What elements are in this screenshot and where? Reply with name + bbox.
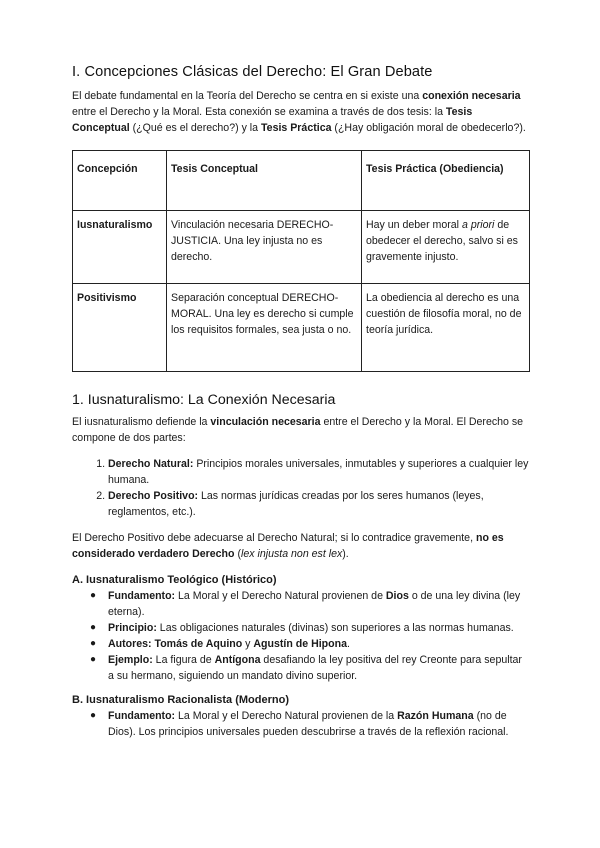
intro-text: (¿Qué es el derecho?) y la [129, 122, 261, 134]
item-text: y [242, 638, 254, 650]
intro-text: entre el Derecho y la Moral. Esta conexión se examina a través de dos tesis: la [72, 106, 446, 118]
item-text: o de una ley divina (ley eterna). [108, 590, 521, 618]
item-bold: Razón Humana [397, 710, 474, 722]
subsection-heading: A. Iusnaturalismo Teológico (Histórico) [72, 574, 277, 586]
list-item [108, 488, 529, 520]
cell-text: Hay un deber moral [366, 219, 462, 231]
item-bold: Derecho Positivo: [108, 490, 199, 502]
table-cell: Vinculación necesaria DERECHO-JUSTICIA. Una ley injusta no es derecho. [167, 211, 362, 284]
intro-bold: conexión necesaria [422, 90, 521, 102]
item-text: Las normas jurídicas creadas por los seres humanos (leyes, reglamentos, etc.). [108, 490, 484, 518]
intro-bold: Tesis Práctica [261, 122, 332, 134]
item-bold: Agustín de Hipona [253, 638, 347, 650]
comparison-table [72, 150, 530, 372]
bullet-icon: ● [90, 638, 97, 649]
item-text: La figura de [152, 654, 215, 666]
para-text: El iusnaturalismo defiende la [72, 416, 211, 428]
subsection-heading: B. Iusnaturalismo Racionalista (Moderno) [72, 694, 289, 706]
para-bold: vinculación necesaria [210, 416, 321, 428]
item-bold: Tomás de Aquino [151, 638, 243, 650]
cell-text: de obedecer el derecho, salvo si es gravemente injusto. [366, 219, 518, 263]
intro-text: (¿Hay obligación moral de obedecerlo?). [331, 122, 526, 134]
list-item [90, 636, 529, 652]
item-text: Las obligaciones naturales (divinas) son superiores a las normas humanas. [156, 622, 514, 634]
table-cell: La obediencia al derecho es una cuestión de filosofía moral, no de teoría jurídica. [362, 284, 530, 372]
para-bold: no es considerado verdadero Derecho [72, 532, 504, 560]
table-header-cell: Tesis Práctica (Obediencia) [362, 151, 530, 211]
intro-text: El debate fundamental en la Teoría del Derecho se centra en si existe una [72, 90, 423, 102]
table-header-cell: Concepción [73, 151, 167, 211]
numbered-list [72, 456, 529, 520]
list-item [90, 620, 529, 636]
item-text: desafiando la ley positiva del rey Creonte para sepultar a su hermano, siguiendo un mandato divino superior. [108, 654, 522, 682]
list-item [90, 588, 529, 620]
item-bold: Derecho Natural: [108, 458, 194, 470]
item-bold: Autores: [108, 638, 152, 650]
item-text: Principios morales universales, inmutables y superiores a cualquier ley humana. [108, 458, 529, 486]
para-text: ). [342, 548, 349, 560]
bullet-icon: ● [90, 590, 97, 601]
item-bold: Principio: [108, 622, 157, 634]
para-italic: lex injusta non est lex [240, 548, 343, 560]
item-text: (no de Dios). Los principios universales pueden descubrirse a través de la reflexión racional. [108, 710, 509, 738]
bullet-list [72, 588, 529, 684]
para-text: entre el Derecho y la Moral. El Derecho se compone de dos partes: [72, 416, 524, 444]
list-item [90, 652, 529, 684]
section-heading: 1. Iusnaturalismo: La Conexión Necesaria [72, 392, 336, 408]
item-bold: Dios [385, 590, 409, 602]
intro-bold: Tesis Conceptual [72, 106, 473, 134]
cell-italic: a priori [461, 219, 495, 231]
page-title: I. Concepciones Clásicas del Derecho: El Gran Debate [72, 64, 433, 80]
table-cell: Iusnaturalismo [73, 211, 167, 284]
table-cell: Separación conceptual DERECHO-MORAL. Una ley es derecho si cumple los requisitos formales, sea justa o no. [167, 284, 362, 372]
para-text: ( [234, 548, 241, 560]
table-row [73, 211, 530, 284]
item-bold: Fundamento: [108, 590, 176, 602]
bullet-icon: ● [90, 654, 97, 665]
item-bold: Antígona [214, 654, 261, 666]
section-paragraph [72, 530, 529, 562]
item-text: . [346, 638, 350, 650]
table-header-row [73, 151, 530, 211]
intro-paragraph [72, 88, 529, 136]
item-text: La Moral y el Derecho Natural provienen de la [175, 710, 398, 722]
table-row [73, 284, 530, 372]
table-cell [362, 211, 530, 284]
list-item [90, 708, 529, 740]
section-paragraph [72, 414, 529, 446]
bullet-icon: ● [90, 710, 97, 721]
item-bold: Ejemplo: [108, 654, 153, 666]
bullet-list [72, 708, 529, 740]
table-cell: Positivismo [73, 284, 167, 372]
bullet-icon: ● [90, 622, 97, 633]
item-bold: Fundamento: [108, 710, 176, 722]
list-item [108, 456, 529, 488]
para-text: El Derecho Positivo debe adecuarse al Derecho Natural; si lo contradice gravemente, [72, 532, 476, 544]
table-header-cell: Tesis Conceptual [167, 151, 362, 211]
item-text: La Moral y el Derecho Natural provienen de [175, 590, 386, 602]
